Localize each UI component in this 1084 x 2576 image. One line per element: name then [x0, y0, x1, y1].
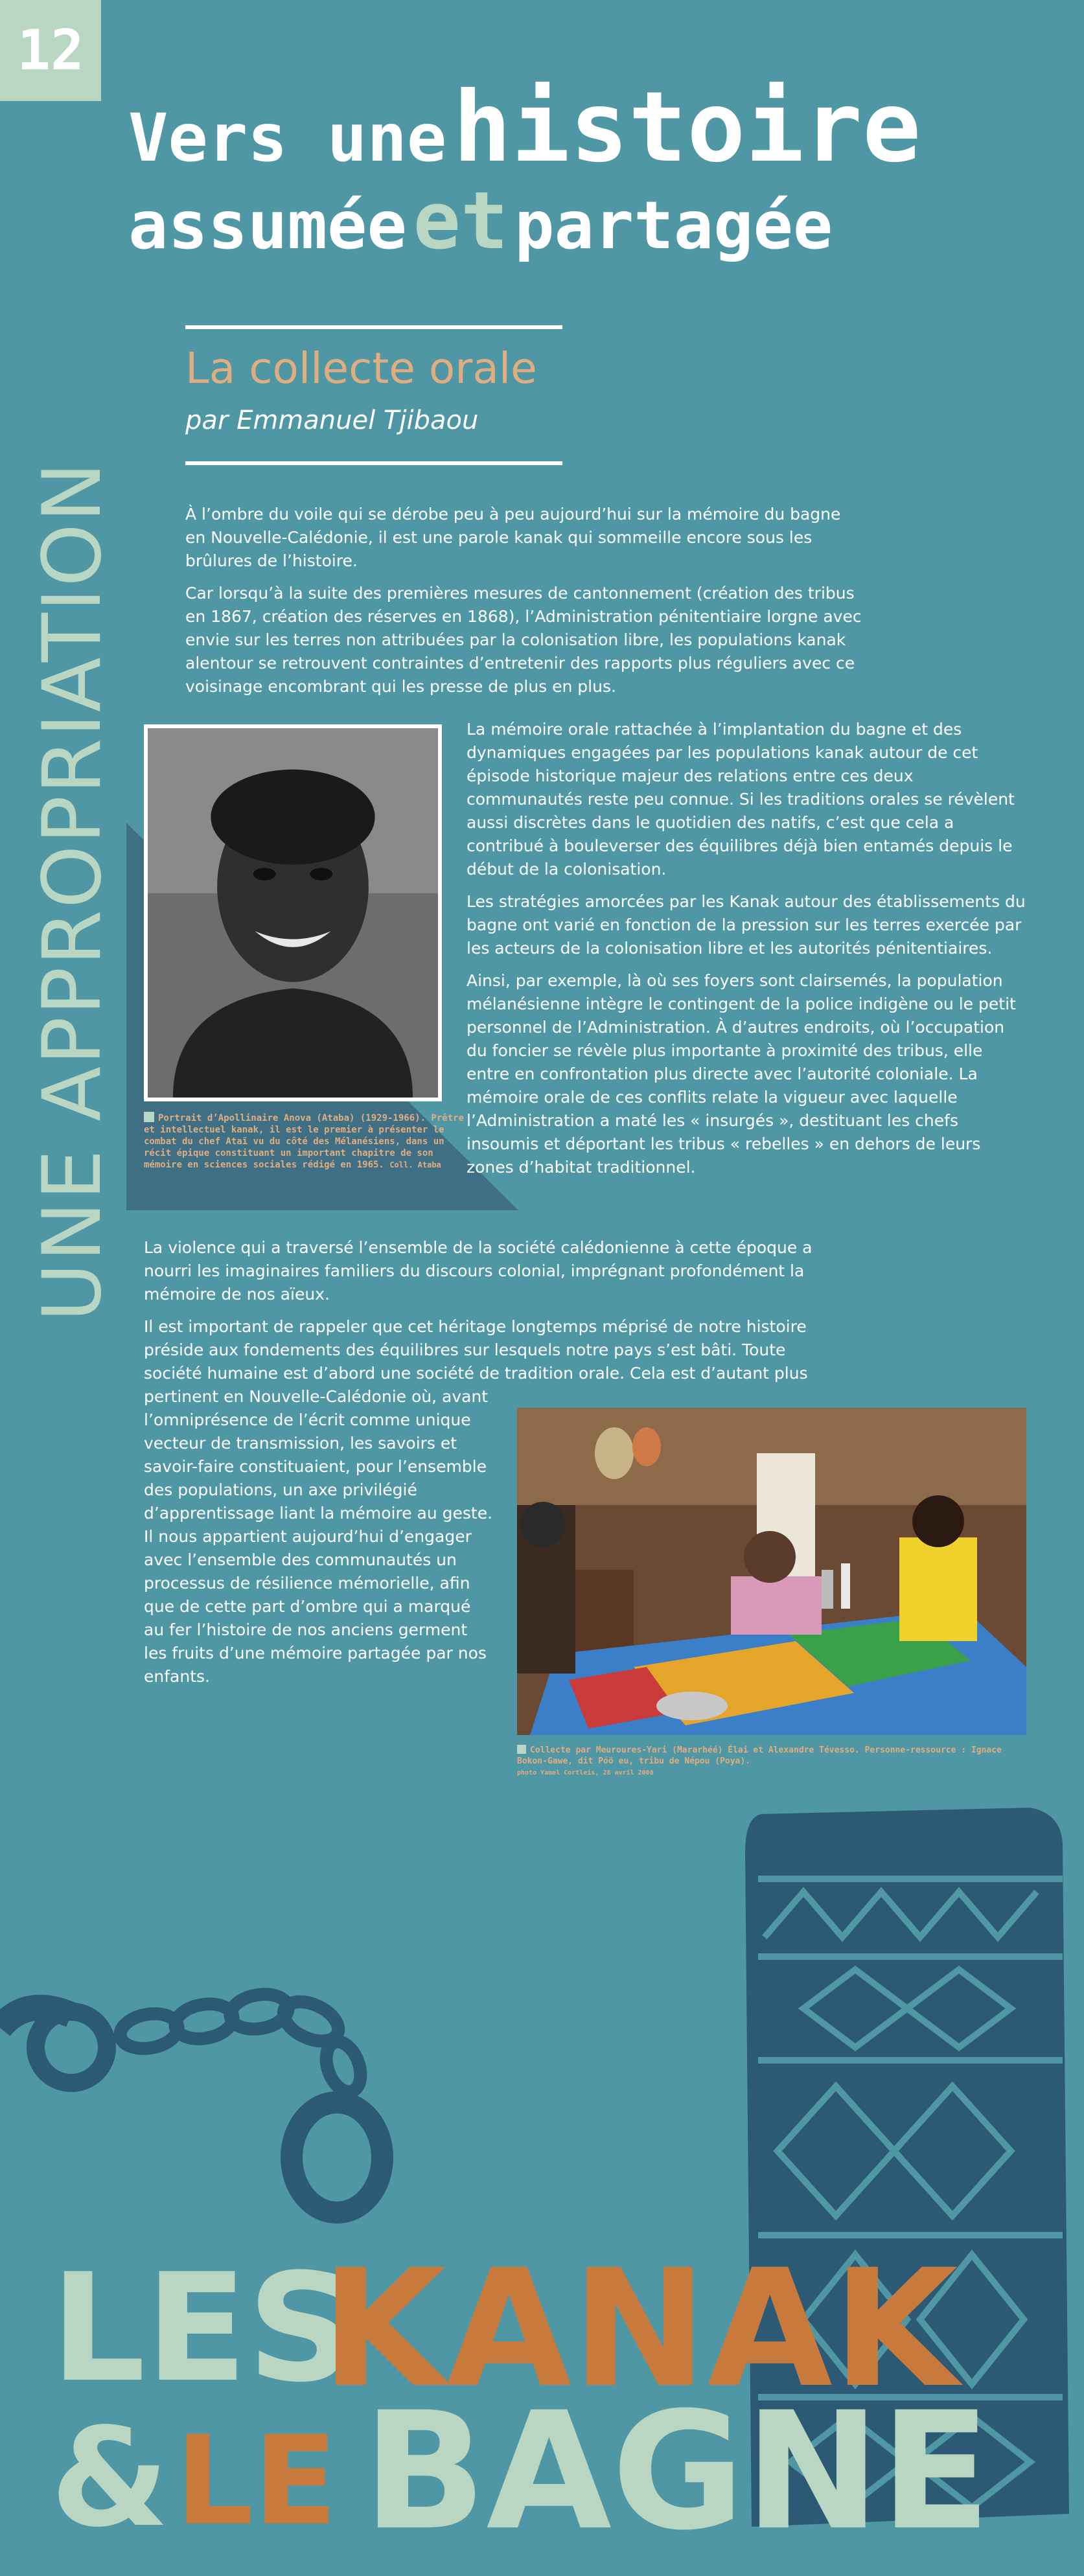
portrait-caption-credit: Coll. Ataba — [389, 1160, 441, 1169]
title-assumee: assumée — [128, 187, 407, 264]
chain-shackle-illustration — [0, 1990, 382, 2213]
caption-square-icon-2 — [517, 1745, 526, 1754]
title-et: et — [413, 175, 509, 267]
vertical-section-label: UNE APPROPRIATION — [26, 461, 119, 1322]
logo-le: LE — [175, 2409, 338, 2553]
intro-paragraph-1: À l’ombre du voile qui se dérobe peu à peu aujourd’hui sur la mémoire du bagne en Nouvelle-Calédonie, il est une parole kanak qui sommeille encore sous les brûlures de l’histoire. — [185, 505, 841, 570]
panel-number: 12 — [0, 0, 101, 101]
logo-ampersand: & — [51, 2398, 170, 2557]
photo-caption-credit: photo Yamel Cortleis, 28 avril 2006 — [517, 1769, 654, 1777]
right-paragraph-1: La mémoire orale rattachée à l’implantation du bagne et des dynamiques engagées par les populations kanak autour de cet épisode historique majeur des relations entre ces deux communautés reste peu connue. Si les traditions orales se révèlent aussi discrètes dans le quotidien des natifs, c’est que cela a contribué à bouleverser des équilibres déjà bien entamés depuis le début de la colonisation. — [467, 720, 1015, 879]
section-subtitle: La collecte orale — [185, 343, 537, 393]
caption-square-icon — [144, 1112, 154, 1122]
lower-paragraph-2-continued: pertinent en Nouvelle-Calédonie où, avant l’omniprésence de l’écrit comme unique vecteur de transmission, les savoirs et savoir-faire constituaient, pour l’ensemble des populations, un axe privilégié d’apprentissage liant la mémoire au geste. Il nous appartient aujourd’hui d’engager avec l’ensemble des communautés un processus de résilience mémorielle, afin que de cette part d’ombre qui a marqué au fer l’histoire de nos anciens germent les fruits d’une mémoire partagée par nos enfants. — [144, 1387, 493, 1686]
photo-caption-main: Collecte par Meuroures-Yari (Mararhéé) Élai et Alexandre Tévesso. Personne-ressource : Ignace Bokon-Gawe, dit Póö eu, tribu de Népou (Poya). — [517, 1745, 1002, 1766]
lower-narrow-text — [144, 1385, 494, 1697]
collecte-image — [517, 1408, 1026, 1735]
title-partagee: partagée — [514, 187, 833, 264]
lower-text — [144, 1236, 818, 1385]
bottom-rule — [185, 461, 562, 465]
title-histoire: histoire — [452, 71, 921, 184]
portrait-caption — [144, 1112, 468, 1171]
section-author: par Emmanuel Tjibaou — [185, 406, 479, 435]
lower-paragraph-2: Il est important de rappeler que cet héritage longtemps méprisé de notre histoire préside aux fondements des équilibres sur lesquels notre pays s’est bâti. Toute société humaine est d’abord une société de tradition orale. Cela est d’autant plus — [144, 1317, 808, 1383]
logo-les: LES — [51, 2242, 355, 2415]
right-paragraph-3: Ainsi, par exemple, là où ses foyers sont clairsemés, la population mélanésienne intègre le contingent de la police indigène ou le petit personnel de l’Administration. À d’autres endroits, où l’occupation du foncier se révèle plus importante à proximité des tribus, elle entre en confrontation plus directe avec l’autorité coloniale. La mémoire orale de ces conflits relate la vigueur avec laquelle l’Administration a maté les « insurgés », destituant les chefs insoumis et déportant les tribus « rebelles » en dehors de leurs zones d’habitat traditionnel. — [467, 971, 1016, 1177]
top-rule — [185, 325, 562, 329]
portrait-photo — [144, 724, 442, 1101]
title-vers-une: Vers une — [128, 100, 447, 177]
portrait-caption-main: Portrait d’Apollinaire Anova (Ataba) (1929-1966). Prêtre et intellectuel kanak, il est le premier à présenter le combat du chef Ataï vu du côté des Mélanésiens, dans un récit épique constituant un important chapitre de son mémoire en sciences sociales rédigé en 1965. — [144, 1113, 465, 1170]
intro-text — [185, 503, 866, 707]
right-paragraph-2: Les stratégies amorcées par les Kanak autour des établissements du bagne ont varié en fonction de la pression sur les terres exercée par les acteurs de la colonisation libre et les autorités pénitentiaires. — [467, 892, 1026, 958]
collecte-photo — [517, 1408, 1026, 1735]
page-title — [128, 71, 921, 267]
logo-kanak: KANAK — [321, 2235, 958, 2423]
portrait-image — [148, 728, 438, 1098]
intro-paragraph-2: Car lorsqu’à la suite des premières mesures de cantonnement (création des tribus en 1867, création des réserves en 1868), l’Administration pénitentiaire lorgne avec envie sur les terres non attribuées par la colonisation libre, les populations kanak alentour se retrouvent contraintes d’entretenir des rapports plus réguliers avec ce voisinage encombrant qui les presse de plus en plus. — [185, 584, 862, 696]
logo-bagne: BAGNE — [363, 2377, 991, 2566]
photo-caption — [517, 1745, 1026, 1778]
right-column-text — [467, 718, 1029, 1188]
lower-paragraph-1: La violence qui a traversé l’ensemble de la société calédonienne à cette époque a nourri les imaginaires familiers du discours colonial, imprégnant profondément la mémoire de nos aïeux. — [144, 1238, 813, 1304]
